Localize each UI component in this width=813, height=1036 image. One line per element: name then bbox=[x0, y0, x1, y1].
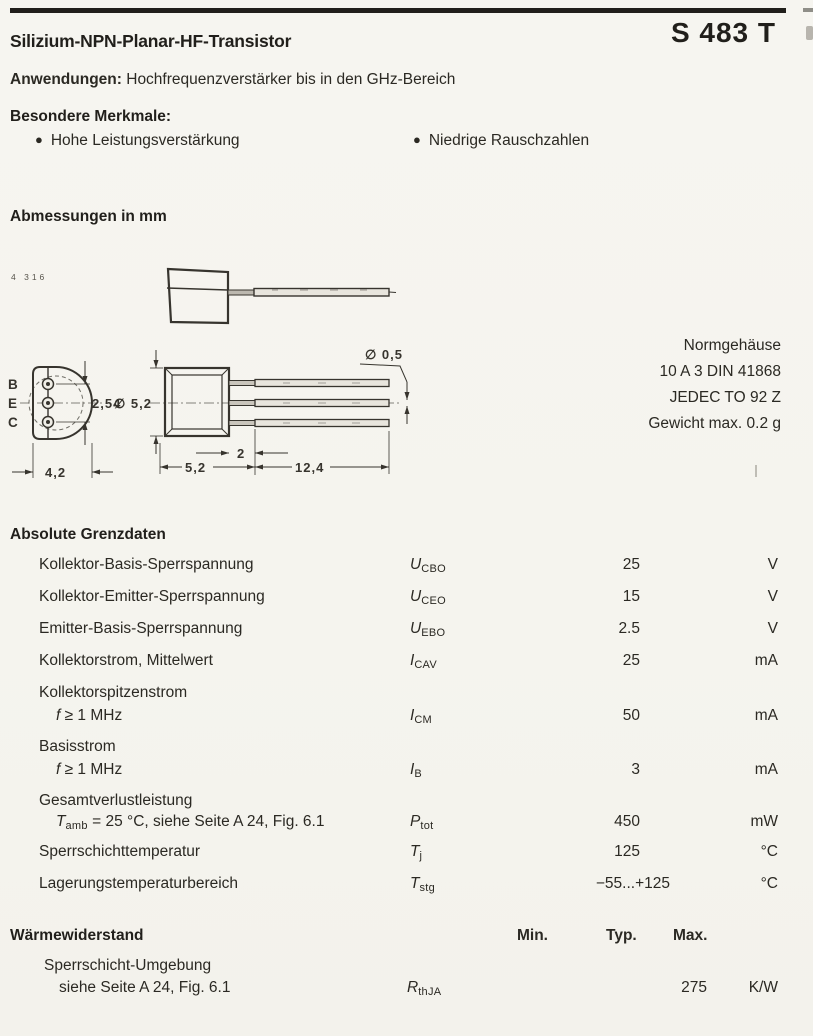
thermal-unit: K/W bbox=[748, 979, 778, 996]
rating-label: Emitter-Basis-Sperrspannung bbox=[39, 620, 243, 637]
rating-value: 3 bbox=[631, 761, 640, 778]
package-info-line: JEDEC TO 92 Z bbox=[669, 389, 781, 406]
rating-label: Kollektorstrom, Mittelwert bbox=[39, 652, 213, 669]
ratings-row bbox=[0, 620, 813, 640]
thermal-max-value: 275 bbox=[681, 979, 707, 996]
rating-symbol: $I_{CAV}$ bbox=[410, 652, 438, 671]
rating-condition: Tamb = 25 °C, siehe Seite A 24, Fig. 6.1 bbox=[56, 813, 325, 832]
bullet-icon: ● bbox=[35, 132, 43, 147]
package-info-line: 10 A 3 DIN 41868 bbox=[659, 363, 781, 380]
dim-lead-dia: ∅ 0,5 bbox=[365, 347, 404, 362]
ratings-row bbox=[0, 588, 813, 608]
rating-label: Gesamtverlustleistung bbox=[39, 792, 193, 809]
part-number: S 483 T bbox=[670, 17, 776, 48]
thermal-header-row bbox=[0, 927, 813, 947]
pin-label-b: B bbox=[8, 377, 19, 392]
applications-label: Anwendungen: bbox=[10, 71, 122, 88]
features-heading: Besondere Merkmale: bbox=[10, 108, 172, 125]
ratings-row-condition bbox=[0, 707, 813, 727]
rating-symbol: $I_{CM}$ bbox=[410, 707, 433, 726]
applications-text: Hochfrequenzverstärker bis in den GHz-Bereich bbox=[121, 71, 456, 88]
ratings-row bbox=[0, 738, 813, 758]
ratings-row bbox=[0, 652, 813, 672]
rating-unit: mW bbox=[750, 813, 778, 830]
scan-edge-artifact bbox=[806, 26, 813, 40]
ratings-heading: Absolute Grenzdaten bbox=[10, 526, 166, 543]
rating-value: 2.5 bbox=[618, 620, 640, 637]
feature-item bbox=[413, 132, 589, 150]
feature-label: Niedrige Rauschzahlen bbox=[428, 132, 590, 149]
feature-item bbox=[35, 132, 240, 150]
rating-symbol: $T_j$ bbox=[410, 843, 423, 862]
rating-value: 25 bbox=[622, 556, 640, 573]
rating-unit: V bbox=[767, 556, 778, 573]
rating-label: Basisstrom bbox=[39, 738, 116, 755]
rating-unit: V bbox=[767, 620, 778, 637]
column-typ: Typ. bbox=[606, 927, 637, 944]
rating-label: Sperrschichttemperatur bbox=[39, 843, 201, 860]
ratings-row bbox=[0, 792, 813, 812]
package-info bbox=[520, 333, 781, 437]
column-min: Min. bbox=[517, 927, 548, 944]
thermal-symbol: $R_{thJA}$ bbox=[407, 979, 442, 998]
drawing-number: 4 316 bbox=[11, 272, 48, 282]
rating-unit: °C bbox=[760, 875, 778, 892]
ratings-row-condition bbox=[0, 813, 813, 833]
thermal-row-condition bbox=[0, 979, 813, 999]
dimensions-heading: Abmessungen in mm bbox=[10, 208, 167, 225]
applications-line bbox=[10, 70, 455, 90]
dim-lead-offset: 2 bbox=[237, 446, 246, 461]
rating-label: Kollektor-Basis-Sperrspannung bbox=[39, 556, 254, 573]
rating-unit: mA bbox=[754, 652, 778, 669]
rating-condition: f ≥ 1 MHz bbox=[56, 707, 123, 724]
feature-label: Hohe Leistungsverstärkung bbox=[50, 132, 240, 149]
thermal-condition: siehe Seite A 24, Fig. 6.1 bbox=[59, 979, 231, 996]
rating-value: 50 bbox=[622, 707, 640, 724]
package-info-line: Gewicht max. 0.2 g bbox=[648, 415, 781, 432]
column-max: Max. bbox=[673, 927, 708, 944]
ratings-row bbox=[0, 684, 813, 704]
rating-unit: mA bbox=[754, 707, 778, 724]
rating-condition: f ≥ 1 MHz bbox=[56, 761, 123, 778]
ratings-row bbox=[0, 843, 813, 863]
top-rule bbox=[10, 8, 786, 13]
ratings-row bbox=[0, 875, 813, 895]
rating-symbol: $U_{CEO}$ bbox=[410, 588, 446, 607]
rating-symbol: $U_{EBO}$ bbox=[410, 620, 446, 639]
scan-edge-artifact bbox=[755, 465, 757, 477]
ratings-row bbox=[0, 556, 813, 576]
pin-label-e: E bbox=[8, 396, 18, 411]
package-drawing bbox=[0, 255, 420, 490]
rating-symbol: $T_{stg}$ bbox=[410, 875, 436, 894]
dim-lead-length: 12,4 bbox=[295, 460, 325, 475]
rating-unit: V bbox=[767, 588, 778, 605]
rating-value: 25 bbox=[622, 652, 640, 669]
bullet-icon: ● bbox=[413, 132, 421, 147]
rating-value: 15 bbox=[622, 588, 640, 605]
dim-body-width: 5,2 bbox=[185, 460, 207, 475]
scan-edge-artifact bbox=[803, 8, 813, 12]
rating-label: Kollektorspitzenstrom bbox=[39, 684, 188, 701]
pin-label-c: C bbox=[8, 415, 19, 430]
thermal-heading: Wärmewiderstand bbox=[10, 927, 144, 944]
dim-flat-width: 4,2 bbox=[45, 465, 67, 480]
thermal-label: Sperrschicht-Umgebung bbox=[44, 957, 212, 974]
rating-value: 125 bbox=[614, 843, 640, 860]
rating-unit: °C bbox=[760, 843, 778, 860]
rating-symbol: $I_B$ bbox=[410, 761, 422, 780]
rating-unit: mA bbox=[754, 761, 778, 778]
ratings-row-condition bbox=[0, 761, 813, 781]
rating-symbol: $U_{CBO}$ bbox=[410, 556, 446, 575]
dim-body-dia: ∅ 5,2 bbox=[113, 396, 152, 411]
package-info-line: Normgehäuse bbox=[683, 337, 781, 354]
dim-pin-pitch: 2,54 bbox=[92, 396, 122, 411]
rating-value: 450 bbox=[614, 813, 640, 830]
rating-label: Kollektor-Emitter-Sperrspannung bbox=[39, 588, 265, 605]
rating-symbol: $P_{tot}$ bbox=[410, 813, 434, 832]
rating-value: −55...+125 bbox=[595, 875, 670, 892]
page-title: Silizium-NPN-Planar-HF-Transistor bbox=[10, 31, 292, 51]
rating-label: Lagerungstemperaturbereich bbox=[39, 875, 239, 892]
thermal-row bbox=[0, 957, 813, 977]
